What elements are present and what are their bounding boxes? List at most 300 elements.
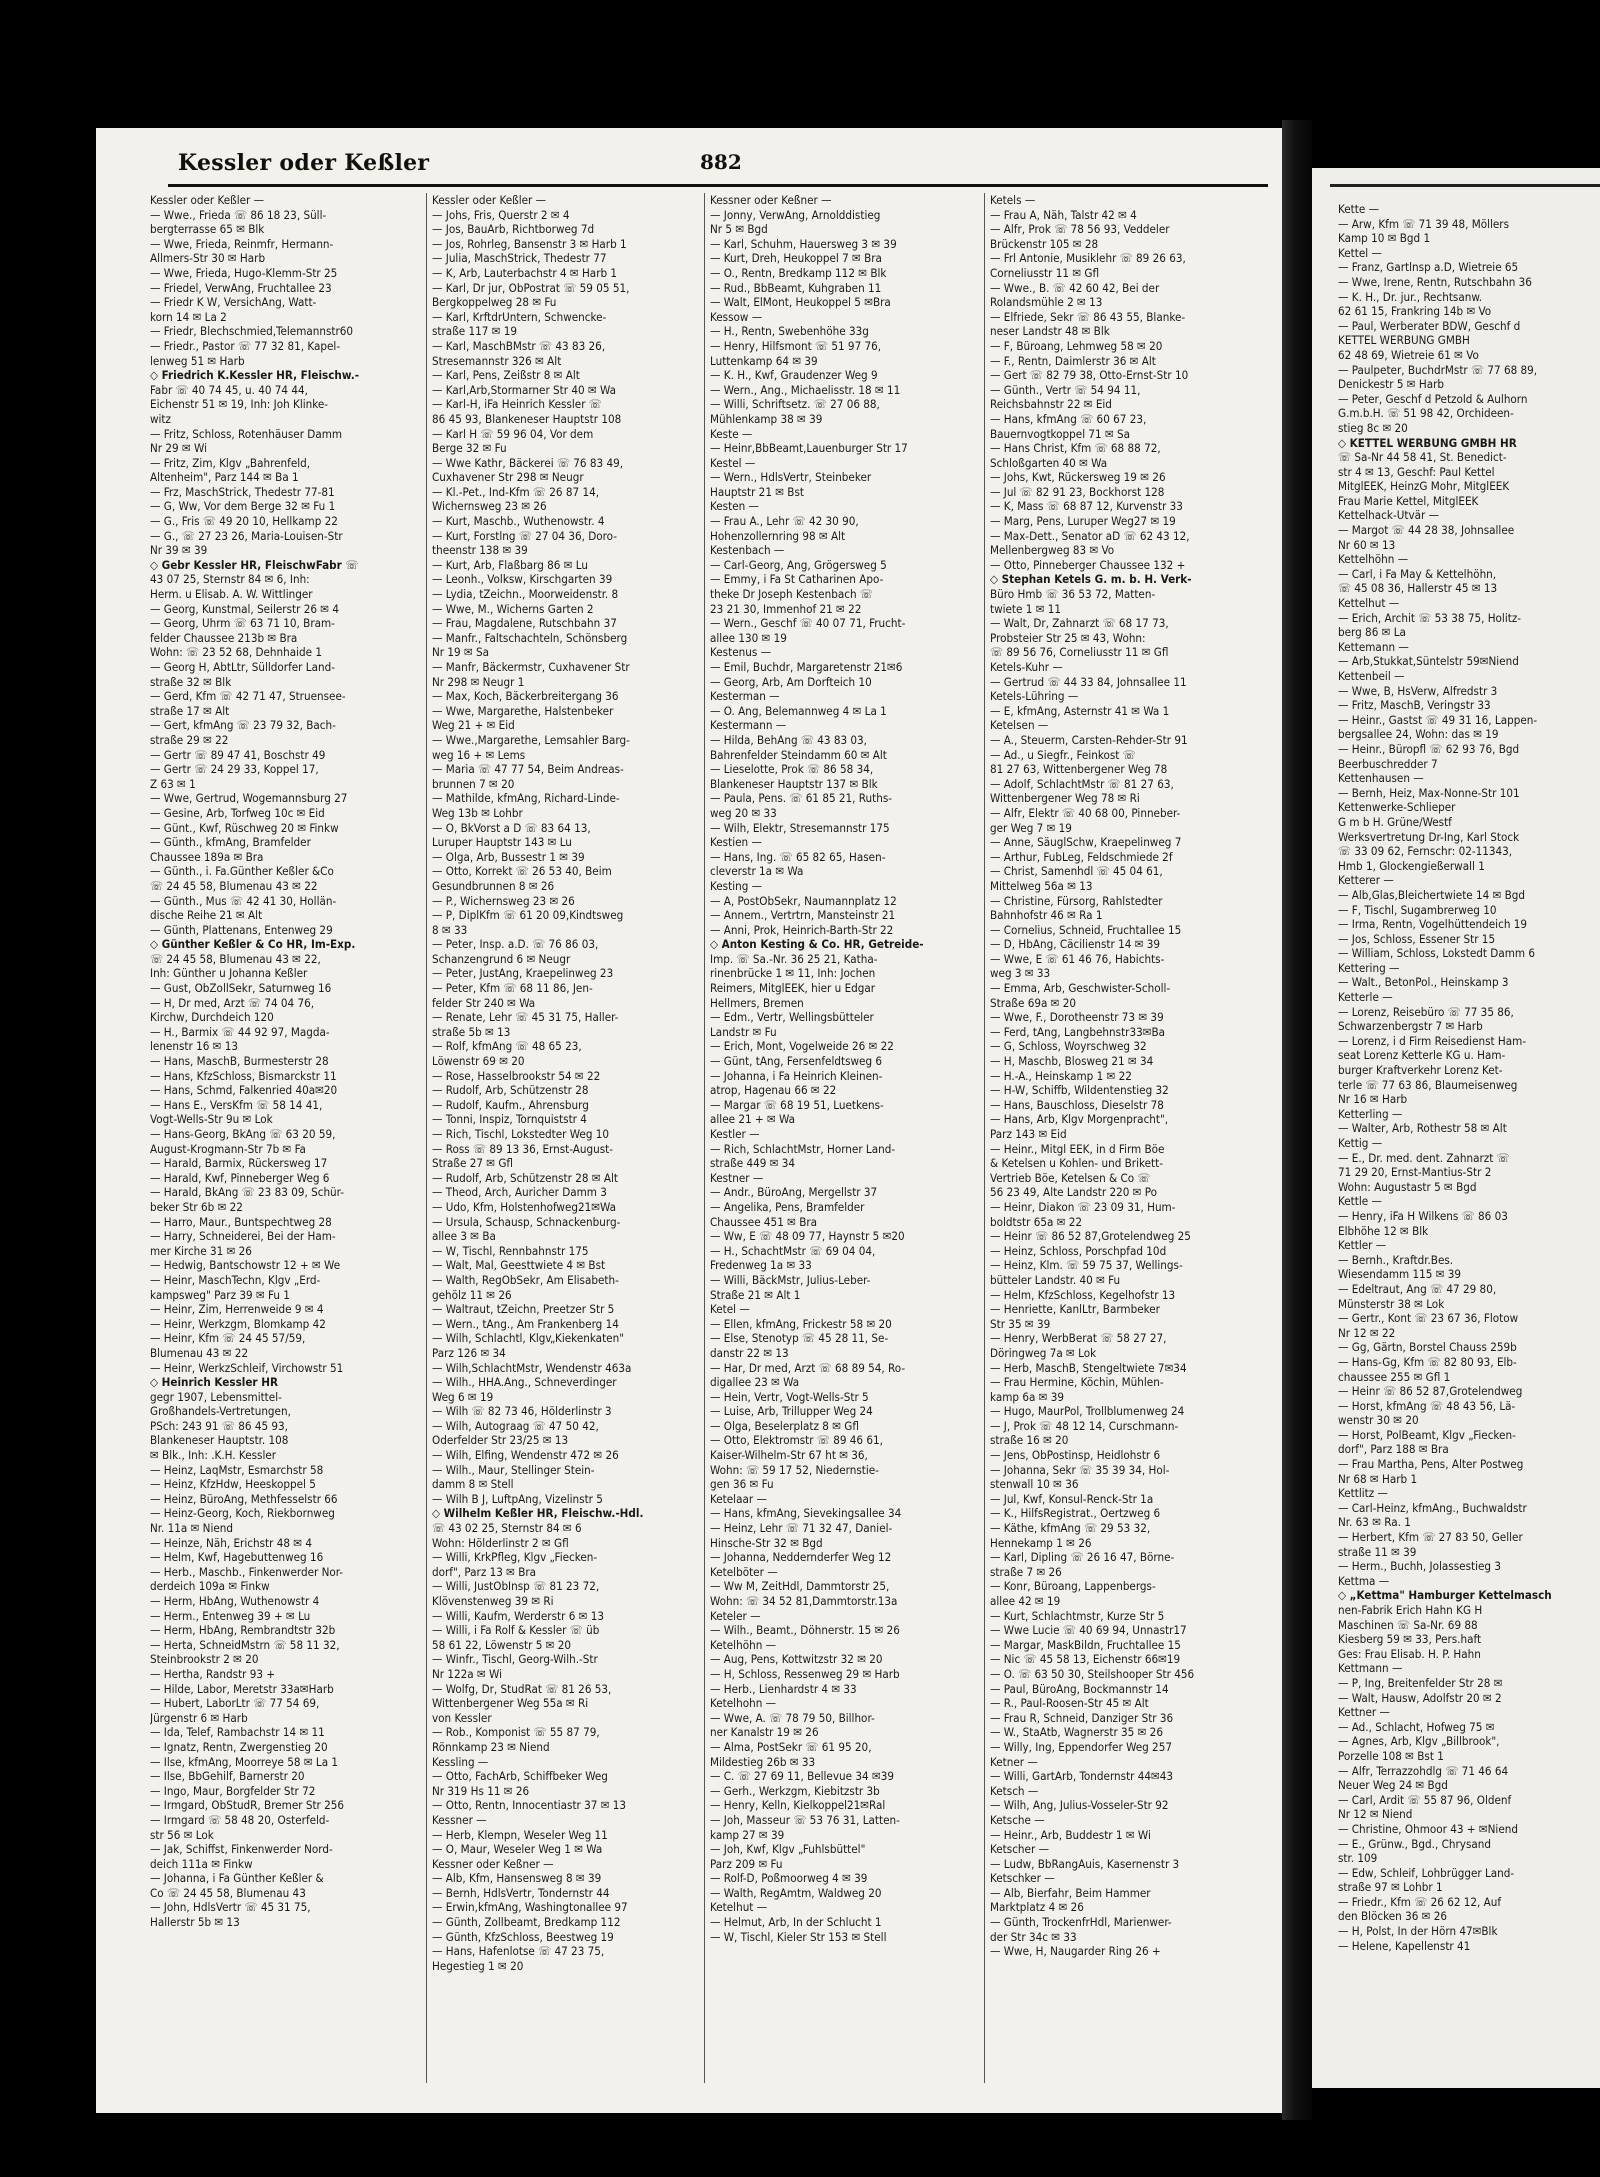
directory-entry-line: — Ww, E ☏ 48 09 77, Haynstr 5 ✉20: [710, 1229, 905, 1244]
directory-entry-line: — Hans, Bauschloss, Dieselstr 78: [990, 1097, 1164, 1112]
directory-entry-line: Wohn: Augustastr 5 ✉ Bgd: [1338, 1179, 1477, 1194]
directory-entry-line: — Heinr., Arb, Buddestr 1 ✉ Wi: [990, 1827, 1151, 1842]
directory-entry-line: str 56 ✉ Lok: [150, 1827, 214, 1842]
directory-entry-line: — Ww M, ZeitHdl, Dammtorstr 25,: [710, 1579, 890, 1594]
directory-entry-line: — Wwe, M., Wicherns Garten 2: [432, 601, 594, 616]
directory-entry-line: — Edm., Vertr, Wellingsbütteler: [710, 1010, 874, 1025]
directory-entry-line: — Peter, Geschf d Petzold & Aulhorn: [1338, 391, 1528, 406]
directory-entry-line: — P, Ing, Breitenfelder Str 28 ✉: [1338, 1675, 1503, 1690]
directory-entry-line: — Wern., HdlsVertr, Steinbeker: [710, 470, 872, 485]
directory-entry-line: — Friedr., Pastor ☏ 77 32 81, Kapel-: [150, 338, 341, 353]
directory-entry-line: — Heinr, Zim, Herrenweide 9 ✉ 4: [150, 1302, 324, 1317]
directory-entry-line: Maschinen ☏ Sa-Nr. 69 88: [1338, 1617, 1478, 1632]
directory-entry-line: — Günth, TrockenfrHdl, Marienwer-: [990, 1915, 1172, 1930]
directory-entry-line: gehölz 11 ✉ 26: [432, 1287, 512, 1302]
directory-entry-line: gegr 1907, Lebensmittel-: [150, 1389, 282, 1404]
directory-entry-line: — Wilh ☏ 82 73 46, Hölderlinstr 3: [432, 1404, 612, 1419]
directory-entry-line: — Tonni, Inspiz, Tornquiststr 4: [432, 1112, 587, 1127]
directory-entry-line: Wohn: Hölderlinstr 2 ✉ Gfl: [432, 1535, 569, 1550]
directory-entry-line: — Wwe, Frieda, Reinmfr, Hermann-: [150, 236, 334, 251]
directory-entry-line: — Renate, Lehr ☏ 45 31 75, Haller-: [432, 1010, 619, 1025]
directory-entry-line: — Else, Stenotyp ☏ 45 28 11, Se-: [710, 1331, 889, 1346]
directory-entry-line: Rönnkamp 23 ✉ Niend: [432, 1739, 550, 1754]
directory-entry-line: — G., ☏ 27 23 26, Maria-Louisen-Str: [150, 528, 343, 543]
directory-entry-line: Frau Marie Kettel, MitglEEK: [1338, 493, 1479, 508]
directory-entry-line: — Georg, Arb, Am Dorfteich 10: [710, 674, 872, 689]
directory-entry-line: Luruper Hauptstr 143 ✉ Lu: [432, 835, 572, 850]
directory-entry-line: — Jul ☏ 82 91 23, Bockhorst 128: [990, 484, 1165, 499]
directory-entry-line: — Emil, Buchdr, Margaretenstr 21✉6: [710, 660, 903, 674]
directory-entry-line: — Käthe, kfmAng ☏ 29 53 32,: [990, 1521, 1151, 1536]
directory-entry-line: — H, Maschb, Blosweg 21 ✉ 34: [990, 1054, 1154, 1069]
directory-entry-line: — H., SchachtMstr ☏ 69 04 04,: [710, 1243, 876, 1258]
directory-entry-line: — E., Grünw., Bgd., Chrysand: [1338, 1836, 1492, 1851]
directory-entry-line: — Fritz, MaschB, Veringstr 33: [1338, 698, 1491, 713]
directory-entry-line: Wohn: ☏ 34 52 81,Dammtorstr.13a: [710, 1594, 898, 1608]
directory-entry-line: — Gesine, Arb, Torfweg 10c ✉ Eid: [150, 805, 325, 820]
directory-entry-line: Kesterman —: [710, 689, 780, 704]
directory-entry-line: stieg 8c ✉ 20: [1338, 420, 1408, 435]
directory-entry-line: — Ellen, kfmAng, Frickestr 58 ✉ 20: [710, 1316, 892, 1331]
directory-entry-line: Reimers, MitglEEK, hier u Edgar: [710, 981, 876, 996]
directory-entry-line: — Heinr ☏ 86 52 87,Grotelendweg 25: [990, 1229, 1191, 1244]
directory-entry-line: — Georg, Kunstmal, Seilerstr 26 ✉ 4: [150, 601, 339, 616]
directory-entry-line: brunnen 7 ✉ 20: [432, 776, 515, 791]
directory-entry-line: — Wilh., HHA.Ang., Schneverdinger: [432, 1375, 617, 1390]
directory-entry-line: — Otto, Korrekt ☏ 26 53 40, Beim: [432, 864, 612, 879]
directory-entry-line: — Harald, BkAng ☏ 23 83 09, Schür-: [150, 1185, 344, 1200]
directory-entry-line: Nr 5 ✉ Bgd: [710, 222, 768, 237]
directory-entry-line: Kessner —: [432, 1812, 487, 1827]
directory-entry-line: straße 5b ✉ 13: [432, 1024, 511, 1039]
directory-entry-line: — Otto, Elektromstr ☏ 89 46 61,: [710, 1433, 883, 1448]
directory-entry-line: — Horst, PolBeamt, Klgv „Fiecken-: [1338, 1427, 1516, 1442]
directory-entry-line: Kessner oder Keßner —: [710, 193, 832, 207]
directory-entry-line: 81 27 63, Wittenbergener Weg 78: [990, 762, 1168, 777]
directory-entry-line: Ketelaar —: [710, 1491, 767, 1506]
directory-entry-line: — Willi, Kaufm, Werderstr 6 ✉ 13: [432, 1608, 604, 1623]
directory-entry-line: Ketscher —: [990, 1842, 1049, 1857]
directory-entry-line: — Frau Martha, Pens, Alter Postweg: [1338, 1457, 1524, 1472]
directory-entry-line: — Heinr., Gastst ☏ 49 31 16, Lappen-: [1338, 712, 1538, 727]
directory-entry-line: Elbhöhe 12 ✉ Blk: [1338, 1223, 1429, 1238]
directory-entry-line: — Walth, RegAmtm, Waldweg 20: [710, 1885, 882, 1900]
directory-entry-line: lenenstr 16 ✉ 13: [150, 1039, 238, 1054]
directory-entry-line: — Andr., BüroAng, Mergellstr 37: [710, 1185, 878, 1200]
directory-entry-line: Mühlenkamp 38 ✉ 39: [710, 411, 823, 426]
directory-entry-line: Nr 39 ✉ 39: [150, 543, 208, 558]
directory-entry-line: Imp. ☏ Sa.-Nr. 36 25 21, Katha-: [710, 951, 878, 966]
directory-entry-line: — Jonny, VerwAng, Arnolddistieg: [710, 207, 881, 222]
directory-entry-line: chaussee 255 ✉ Gfl 1: [1338, 1369, 1451, 1384]
directory-entry-line: — Gg, Gärtn, Borstel Chauss 259b: [1338, 1340, 1517, 1355]
directory-entry-line: digallee 23 ✉ Wa: [710, 1375, 800, 1390]
directory-entry-line: — Walt, Dr, Zahnarzt ☏ 68 17 73,: [990, 616, 1169, 631]
directory-entry-line: — K., HilfsRegistrat., Oertzweg 6: [990, 1506, 1161, 1521]
directory-entry-line: — F, Tischl, Sugambrerweg 10: [1338, 902, 1497, 917]
directory-entry-line: — Horst, kfmAng ☏ 48 43 56, Lä-: [1338, 1398, 1516, 1413]
directory-entry-line: — Heinr, Kfm ☏ 24 45 57/59,: [150, 1331, 306, 1346]
directory-entry-line: — G., Fris ☏ 49 20 10, Hellkamp 22: [150, 514, 338, 529]
directory-entry-line: — Friedr, Blechschmied,Telemannstr60: [150, 324, 354, 339]
directory-entry-line: — Willi, KrkPfleg, Klgv „Fiecken-: [432, 1550, 598, 1565]
directory-entry-line: Kette —: [1338, 202, 1380, 216]
directory-entry-line: — G, Ww, Vor dem Berge 32 ✉ Fu 1: [150, 499, 336, 514]
directory-entry-line: — Günth, KfzSchloss, Beestweg 19: [432, 1929, 614, 1944]
directory-entry-line: Kiesberg 59 ✉ 33, Pers.haft: [1338, 1632, 1482, 1647]
directory-entry-line: — Walt., BetonPol., Heinskamp 3: [1338, 975, 1509, 990]
directory-entry-line: Kettelhack-Utvär —: [1338, 508, 1440, 523]
directory-entry-line: Kettenwerke-Schlieper: [1338, 800, 1456, 815]
directory-entry-line: Str 35 ✉ 39: [990, 1316, 1051, 1331]
directory-entry-line: weg 16 + ✉ Lems: [432, 747, 526, 762]
directory-entry-line: — Lydia, tZeichn., Moorweidenstr. 8: [432, 587, 619, 602]
directory-entry-line: Mildestieg 26b ✉ 33: [710, 1754, 816, 1769]
directory-entry-line: — Ludw, BbRangAuis, Kasernenstr 3: [990, 1856, 1180, 1871]
directory-entry-line: Jürgenstr 6 ✉ Harb: [150, 1710, 248, 1725]
directory-entry-line: — W, Tischl, Rennbahnstr 175: [432, 1243, 589, 1258]
directory-entry-line: straße 29 ✉ 22: [150, 732, 229, 747]
directory-entry-line: — Fritz, Zim, Klgv „Bahrenfeld,: [150, 455, 311, 470]
directory-entry-line: — Günth., Mus ☏ 42 41 30, Hollän-: [150, 893, 337, 908]
directory-entry-line: — Bernh, HdlsVertr, Tondernstr 44: [432, 1885, 610, 1900]
directory-entry-line: — Margar, MaskBildn, Fruchtallee 15: [990, 1637, 1181, 1652]
directory-entry-line: — Georg, Uhrm ☏ 63 71 10, Bram-: [150, 616, 335, 631]
directory-entry-line: — Willi, JustObInsp ☏ 81 23 72,: [432, 1579, 600, 1594]
directory-entry-line: Nr 19 ✉ Sa: [432, 645, 490, 660]
directory-entry-line: Chaussee 189a ✉ Bra: [150, 849, 264, 864]
directory-entry-line: — Günth., i. Fa.Günther Keßler &Co: [150, 864, 334, 879]
directory-entry-line: Reichsbahnstr 22 ✉ Eid: [990, 397, 1112, 412]
directory-entry-line: — Irma, Rentn, Vogelhüttendeich 19: [1338, 917, 1528, 932]
directory-entry-line: Kaiser-Wilhelm-Str 67 ht ✉ 36,: [710, 1448, 868, 1463]
directory-entry-line: Parz 143 ✉ Eid: [990, 1127, 1067, 1141]
directory-entry-line: Ketels-Lühring —: [990, 689, 1079, 704]
directory-entry-line: — Waltraut, tZeichn, Preetzer Str 5: [432, 1302, 615, 1317]
directory-entry-line: — Hans Christ, Kfm ☏ 68 88 72,: [990, 441, 1161, 456]
directory-entry-line: — Angelika, Pens, Bramfelder: [710, 1199, 865, 1214]
directory-entry-line: — Harry, Schneiderei, Bei der Ham-: [150, 1229, 336, 1244]
directory-entry-line: — Heinr., Mitgl EEK, in d Firm Böe: [990, 1141, 1165, 1156]
directory-entry-line: — Rob., Komponist ☏ 55 87 79,: [432, 1725, 600, 1740]
directory-entry-line: Parz 126 ✉ 34: [432, 1345, 506, 1360]
directory-entry-line: — A, PostObSekr, Naumannplatz 12: [710, 893, 897, 908]
directory-entry-line: allee 130 ✉ 19: [710, 630, 787, 645]
directory-entry-line: dorf", Parz 188 ✉ Bra: [1338, 1442, 1449, 1457]
book-gutter: [1282, 120, 1312, 2120]
directory-entry-line: — Rich, Tischl, Lokstedter Weg 10: [432, 1127, 610, 1141]
directory-entry-line: Nr 12 ✉ 22: [1338, 1325, 1396, 1340]
directory-entry-line: — Carl-Heinz, kfmAng., Buchwaldstr: [1338, 1500, 1527, 1515]
directory-entry-line: 8 ✉ 33: [432, 922, 468, 937]
directory-entry-line: — H.-A., Heinskamp 1 ✉ 22: [990, 1068, 1132, 1083]
directory-entry-line: Stresemannstr 326 ✉ Alt: [432, 353, 562, 368]
directory-entry-line: Oderfelder Str 23/25 ✉ 13: [432, 1433, 569, 1448]
directory-entry-line: — Adolf, SchlachtMstr ☏ 81 27 63,: [990, 776, 1174, 791]
directory-entry-line: — Jos, Rohrleg, Bansenstr 3 ✉ Harb 1: [432, 236, 627, 251]
directory-entry-line: — Johs, Kwt, Rückersweg 19 ✉ 26: [990, 470, 1166, 485]
directory-entry-line: weg 20 ✉ 33: [710, 805, 777, 820]
directory-entry-line: — D, HbAng, Cäcilienstr 14 ✉ 39: [990, 937, 1161, 952]
directory-entry-line: — Franz, Gartlnsp a.D, Wietreie 65: [1338, 260, 1519, 275]
directory-entry-line: Kettler —: [1338, 1238, 1387, 1253]
directory-entry-line: — J, Prok ☏ 48 12 14, Curschmann-: [990, 1418, 1179, 1433]
directory-entry-line: — Agnes, Arb, Klgv „Billbrook",: [1338, 1734, 1500, 1749]
directory-entry-line: Vogt-Wells-Str 9u ✉ Lok: [150, 1112, 273, 1127]
directory-entry-line: — Henry, iFa H Wilkens ☏ 86 03: [1338, 1208, 1508, 1223]
directory-entry-line: Kettlitz —: [1338, 1486, 1388, 1501]
directory-entry-line: — Annem., Vertrtrn, Mansteinstr 21: [710, 908, 896, 923]
directory-entry-line: Weg 13b ✉ Lohbr: [432, 805, 523, 820]
directory-entry-line: — Wwe., B. ☏ 42 60 42, Bei der: [990, 280, 1160, 295]
directory-entry-line: — Nic ☏ 45 58 13, Eichenstr 66✉19: [990, 1652, 1181, 1667]
header-rule-right-page: [1330, 184, 1600, 187]
directory-entry-line: — Edeltraut, Ang ☏ 47 29 80,: [1338, 1281, 1497, 1296]
directory-entry-line: — Karl, KrftdrUntern, Schwencke-: [432, 309, 607, 324]
directory-entry-line: — Herta, SchneidMstrn ☏ 58 11 32,: [150, 1637, 340, 1652]
directory-entry-line: — Irmgard ☏ 58 48 20, Osterfeld-: [150, 1812, 330, 1827]
directory-entry-line: Kestler —: [710, 1127, 760, 1141]
directory-entry-line: ✉ Blk., Inh: .K.H. Kessler: [150, 1448, 277, 1463]
directory-entry-line: Nr 319 Hs 11 ✉ 26: [432, 1783, 530, 1798]
directory-entry-line: — Helene, Kapellenstr 41: [1338, 1938, 1471, 1953]
directory-entry-line: — Rolf-D, Poßmoorweg 4 ✉ 39: [710, 1871, 868, 1886]
directory-entry-line: straße 16 ✉ 20: [990, 1433, 1069, 1448]
directory-entry-line: — Gert ☏ 82 79 38, Otto-Ernst-Str 10: [990, 368, 1189, 383]
directory-entry-line: Keteler —: [710, 1608, 761, 1623]
directory-entry-line: Ketel —: [710, 1302, 750, 1317]
directory-entry-line: — P, DiplKfm ☏ 61 20 09,Kindtsweg: [432, 908, 624, 923]
directory-entry-line: — Heinr., Büropfl ☏ 62 93 76, Bgd: [1338, 741, 1520, 756]
directory-entry-line: Weg 21 + ✉ Eid: [432, 718, 515, 733]
directory-entry-line: Keste —: [710, 426, 753, 441]
directory-entry-line: kampsweg" Parz 39 ✉ Fu 1: [150, 1287, 290, 1302]
directory-entry-line: — Wern., Geschf ☏ 40 07 71, Frucht-: [710, 616, 906, 631]
directory-entry-line: Nr 12 ✉ Niend: [1338, 1807, 1413, 1822]
directory-entry-line: Blankeneser Hauptstr 137 ✉ Blk: [710, 776, 878, 791]
directory-entry-line: Denickestr 5 ✉ Harb: [1338, 377, 1445, 392]
directory-entry-line: — Peter, Kfm ☏ 68 11 86, Jen-: [432, 981, 593, 996]
directory-entry-line: — F, Büroang, Lehmweg 58 ✉ 20: [990, 338, 1163, 353]
directory-entry-line: — Günt., Kwf, Rüschweg 20 ✉ Finkw: [150, 820, 339, 835]
directory-entry-line: — Hertha, Randstr 93 +: [150, 1666, 276, 1681]
directory-entry-line: Kessler oder Keßler —: [150, 193, 265, 207]
directory-entry-line: Ketelhöhn —: [710, 1637, 777, 1652]
directory-entry-line: — Herb., Lienhardstr 4 ✉ 33: [710, 1681, 857, 1696]
directory-entry-line: — Heinz, Lehr ☏ 71 32 47, Daniel-: [710, 1521, 893, 1536]
directory-entry-line: — Erich, Archit ☏ 53 38 75, Holitz-: [1338, 610, 1522, 625]
directory-entry-line: Kettelhut —: [1338, 596, 1400, 611]
directory-entry-line: Kessow —: [710, 309, 763, 324]
directory-entry-line: Münsterstr 38 ✉ Lok: [1338, 1296, 1445, 1311]
directory-entry-line: — Alfr, Terrazzohdlg ☏ 71 46 64: [1338, 1763, 1509, 1778]
directory-entry-line: Kestien —: [710, 835, 762, 850]
directory-entry-line: — Frl Antonie, Musiklehr ☏ 89 26 63,: [990, 251, 1186, 266]
directory-entry-line: Schanzengrund 6 ✉ Neugr: [432, 951, 571, 966]
directory-entry-line: Löwenstr 69 ✉ 20: [432, 1054, 525, 1069]
directory-entry-line: deich 111a ✉ Finkw: [150, 1856, 253, 1871]
directory-entry-line: — Edw, Schleif, Lohbrügger Land-: [1338, 1865, 1515, 1880]
directory-entry-line: Probsteier Str 25 ✉ 43, Wohn:: [990, 630, 1146, 645]
directory-entry-line: — Gust, ObZollSekr, Saturnweg 16: [150, 981, 332, 996]
directory-entry-line: Kettenhausen —: [1338, 771, 1424, 786]
directory-entry-line: — Wilh,SchlachtMstr, Wendenstr 463a: [432, 1360, 632, 1375]
directory-entry-line: — Joh, Kwf, Klgv „Fuhlsbüttel": [710, 1842, 866, 1857]
directory-entry-line: ☏ 43 02 25, Sternstr 84 ✉ 6: [432, 1521, 582, 1536]
column-divider: [984, 193, 985, 2083]
directory-entry-line: — Hans, Arb, Klgv Morgenpracht",: [990, 1112, 1169, 1127]
directory-entry-line: Ketner —: [990, 1754, 1038, 1769]
directory-entry-line: Kettig —: [1338, 1136, 1383, 1150]
directory-entry-line: Wohn: ☏ 23 52 68, Dehnhaide 1: [150, 645, 323, 660]
directory-entry-line: ner Kanalstr 19 ✉ 26: [710, 1725, 819, 1740]
directory-entry-line: dische Reihe 21 ✉ Alt: [150, 908, 263, 923]
directory-entry-line: Corneliusstr 11 ✉ Gfl: [990, 265, 1100, 280]
directory-entry-line: — Hugo, MaurPol, Trollblumenweg 24: [990, 1404, 1185, 1419]
directory-entry-line: — Herm., Buchh, Jolassestieg 3: [1338, 1559, 1501, 1574]
directory-entry-line: — Lieselotte, Prok ☏ 86 58 34,: [710, 762, 874, 777]
directory-entry-line: — Günth, Zollbeamt, Bredkamp 112: [432, 1915, 621, 1930]
directory-entry-line: Kessner oder Keßner —: [432, 1856, 554, 1871]
directory-entry-line: berg 86 ✉ La: [1338, 625, 1406, 640]
directory-entry-line: — Kurt, Schlachtmstr, Kurze Str 5: [990, 1608, 1165, 1623]
directory-entry-line: — Paul, Werberater BDW, Geschf d: [1338, 318, 1521, 333]
running-header-title: Kessler oder Keßler: [178, 150, 430, 176]
directory-entry-line: — Theod, Arch, Auricher Damm 3: [432, 1185, 607, 1200]
directory-entry-line: — O. Ang, Belemannweg 4 ✉ La 1: [710, 703, 887, 718]
directory-entry-line: Nr. 63 ✉ Ra. 1: [1338, 1515, 1411, 1530]
directory-entry-line: Porzelle 108 ✉ Bst 1: [1338, 1748, 1444, 1763]
directory-entry-line: ☏ 24 45 58, Blumenau 43 ✉ 22,: [150, 951, 321, 966]
directory-entry-line: Kettmann —: [1338, 1661, 1403, 1676]
directory-entry-line: Bahrenfelder Steindamm 60 ✉ Alt: [710, 747, 887, 762]
directory-entry-line: — Hedwig, Bantschowstr 12 + ✉ We: [150, 1258, 341, 1273]
directory-entry-line: Wittenbergener Weg 55a ✉ Ri: [432, 1696, 589, 1711]
directory-entry-line: — Peter, JustAng, Kraepelinweg 23: [432, 966, 614, 981]
directory-entry-line: ◇ KETTEL WERBUNG GMBH HR: [1338, 435, 1517, 450]
directory-entry-line: 56 23 49, Alte Landstr 220 ✉ Po: [990, 1185, 1157, 1200]
directory-entry-line: — Willy, Ing, Eppendorfer Weg 257: [990, 1739, 1172, 1754]
directory-entry-line: — Gertr., Kont ☏ 23 67 36, Flotow: [1338, 1311, 1519, 1326]
directory-entry-line: 62 61 15, Frankring 14b ✉ Vo: [1338, 304, 1492, 319]
directory-entry-line: — Herb., Maschb., Finkenwerder Nor-: [150, 1564, 344, 1579]
directory-entry-line: Wohn: ☏ 59 17 52, Niedernstie-: [710, 1462, 879, 1477]
directory-entry-line: PSch: 243 91 ☏ 86 45 93,: [150, 1418, 288, 1433]
directory-entry-line: Ketelhut —: [710, 1900, 768, 1915]
directory-entry-line: — Paul, BüroAng, Bockmannstr 14: [990, 1681, 1169, 1696]
directory-entry-line: Kirchw, Durchdeich 120: [150, 1010, 274, 1025]
directory-entry-line: — Wilh., Maur, Stellinger Stein-: [432, 1462, 595, 1477]
directory-entry-line: Werksvertretung Dr-Ing, Karl Stock: [1338, 829, 1520, 844]
directory-entry-line: — Alb,Glas,Bleichertwiete 14 ✉ Bgd: [1338, 887, 1526, 902]
directory-entry-line: — Wwe, Frieda, Hugo-Klemm-Str 25: [150, 265, 338, 280]
directory-entry-line: Hellmers, Bremen: [710, 995, 804, 1010]
directory-entry-line: Wichernsweg 23 ✉ 26: [432, 499, 547, 514]
directory-column-right-page: [1338, 202, 1600, 2102]
directory-entry-line: — Gerh., Werkzgm, Kiebitzstr 3b: [710, 1783, 880, 1798]
directory-entry-line: Allmers-Str 30 ✉ Harb: [150, 251, 266, 266]
directory-entry-line: straße 17 ✉ Alt: [150, 703, 230, 718]
directory-entry-line: — Willi, GartArb, Tondernstr 44✉43: [990, 1769, 1174, 1784]
directory-entry-line: terle ☏ 77 63 86, Blaumeisenweg: [1338, 1077, 1518, 1092]
directory-entry-line: — Henry, WerbBerat ☏ 58 27 27,: [990, 1331, 1167, 1346]
directory-entry-line: Neuer Weg 24 ✉ Bgd: [1338, 1778, 1448, 1793]
directory-entry-line: Nr 16 ✉ Harb: [1338, 1092, 1408, 1107]
directory-entry-line: allee 3 ✉ Ba: [432, 1229, 496, 1244]
directory-entry-line: — Hans, Schmd, Falkenried 40a✉20: [150, 1083, 338, 1098]
directory-entry-line: stenwall 10 ✉ 36: [990, 1477, 1079, 1492]
directory-entry-line: — Hans, kfmAng, Sievekingsallee 34: [710, 1506, 902, 1521]
directory-entry-line: — Wilh, Elfing, Wendenstr 472 ✉ 26: [432, 1448, 619, 1463]
directory-entry-line: Kamp 10 ✉ Bgd 1: [1338, 231, 1431, 246]
directory-entry-line: — Herm, HbAng, Wuthenowstr 4: [150, 1594, 320, 1608]
directory-entry-line: — Herm, HbAng, Rembrandtstr 32b: [150, 1623, 336, 1638]
directory-entry-line: ◇ Heinrich Kessler HR: [150, 1375, 278, 1390]
directory-entry-line: witz: [150, 411, 171, 426]
directory-entry-line: 86 45 93, Blankeneser Hauptstr 108: [432, 411, 622, 426]
directory-entry-line: — Ferd, tAng, Langbehnstr33✉Ba: [990, 1024, 1166, 1039]
directory-entry-line: — H., Rentn, Swebenhöhe 33g: [710, 324, 869, 339]
directory-entry-line: Ketschker —: [990, 1871, 1055, 1886]
directory-entry-line: Eichenstr 51 ✉ 19, Inh: Joh Klinke-: [150, 397, 329, 412]
directory-entry-line: — Wwe Lucie ☏ 40 69 94, Unnastr17: [990, 1623, 1187, 1638]
directory-entry-line: — Frau, Magdalene, Rutschbahn 37: [432, 616, 617, 631]
directory-entry-line: — Hilde, Labor, Meretstr 33a✉Harb: [150, 1681, 334, 1696]
directory-entry-line: Hauptstr 21 ✉ Bst: [710, 484, 804, 499]
directory-entry-line: Großhandels-Vertretungen,: [150, 1404, 291, 1419]
directory-entry-line: — H, Polst, In der Hörn 47✉Blk: [1338, 1924, 1498, 1939]
directory-entry-line: Wiesendamm 115 ✉ 39: [1338, 1267, 1462, 1282]
directory-entry-line: — Johanna, Neddernderfer Weg 12: [710, 1550, 892, 1565]
directory-entry-line: — Frz, MaschStrick, Thedestr 77-81: [150, 484, 335, 499]
directory-entry-line: — Rudolf, Arb, Schützenstr 28: [432, 1083, 589, 1098]
directory-entry-line: lenweg 51 ✉ Harb: [150, 353, 245, 368]
directory-entry-line: Nr 298 ✉ Neugr 1: [432, 674, 525, 689]
directory-entry-line: rinenbrücke 1 ✉ 11, Inh: Jochen: [710, 966, 876, 981]
directory-entry-line: — H., Barmix ☏ 44 92 97, Magda-: [150, 1024, 330, 1039]
directory-entry-line: — Helm, KfzSchloss, Kegelhofstr 13: [990, 1287, 1176, 1302]
directory-entry-line: — Rudolf, Kaufm., Ahrensburg: [432, 1097, 589, 1112]
directory-entry-line: Hennekamp 1 ✉ 26: [990, 1535, 1092, 1550]
directory-entry-line: — P., Wichernsweg 23 ✉ 26: [432, 893, 575, 908]
directory-entry-line: — Wwe, F., Dorotheenstr 73 ✉ 39: [990, 1010, 1164, 1025]
directory-entry-line: — Hans E., VersKfm ☏ 58 14 41,: [150, 1097, 323, 1112]
directory-entry-line: — Karl, MaschBMstr ☏ 43 83 26,: [432, 338, 606, 353]
directory-entry-line: Schloßgarten 40 ✉ Wa: [990, 455, 1108, 470]
directory-entry-line: str 4 ✉ 13, Geschf: Paul Kettel: [1338, 464, 1495, 479]
directory-entry-line: kamp 27 ✉ 39: [710, 1827, 785, 1842]
directory-entry-line: — Max, Koch, Bäckerbreitergang 36: [432, 689, 619, 704]
column-divider: [426, 193, 427, 2083]
directory-entry-line: — Har, Dr med, Arzt ☏ 68 89 54, Ro-: [710, 1360, 906, 1375]
directory-entry-line: — H, Dr med, Arzt ☏ 74 04 76,: [150, 995, 315, 1010]
directory-entry-line: — Jak, Schiffst, Finkenwerder Nord-: [150, 1842, 333, 1857]
page-number: 882: [700, 150, 742, 174]
directory-entry-line: — W., StaAtb, Wagnerstr 35 ✉ 26: [990, 1725, 1163, 1740]
directory-entry-line: 23 21 30, Immenhof 21 ✉ 22: [710, 601, 862, 616]
directory-entry-line: straße 117 ✉ 19: [432, 324, 518, 339]
directory-entry-line: — K, Mass ☏ 68 87 12, Kurvenstr 33: [990, 499, 1183, 514]
directory-entry-line: den Blöcken 36 ✉ 26: [1338, 1909, 1448, 1924]
directory-entry-line: Co ☏ 24 45 58, Blumenau 43: [150, 1885, 306, 1900]
directory-entry-line: — Frau Hermine, Köchin, Mühlen-: [990, 1375, 1164, 1390]
directory-entry-line: weg 3 ✉ 33: [990, 966, 1051, 981]
directory-entry-line: Chaussee 451 ✉ Bra: [710, 1214, 818, 1229]
directory-entry-line: — Otto, FachArb, Schiffbeker Weg: [432, 1769, 608, 1784]
directory-entry-line: — Jos, Schloss, Essener Str 15: [1338, 931, 1496, 946]
directory-entry-line: — Herb, MaschB, Stengeltwiete 7✉34: [990, 1360, 1187, 1375]
directory-entry-line: — Karl, Pens, Zeißstr 8 ✉ Alt: [432, 368, 580, 383]
